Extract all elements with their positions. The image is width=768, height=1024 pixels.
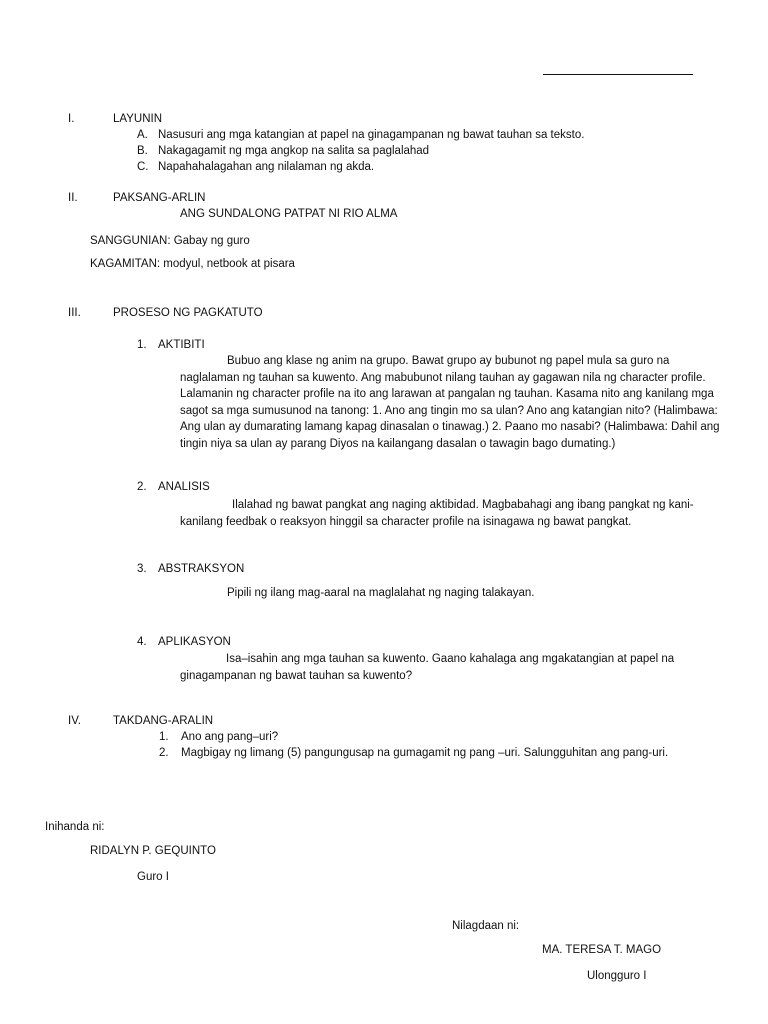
objective-text: Nakagagamit ng mga angkop na salita sa paglalahad [158,145,430,157]
section-heading-layunin: LAYUNIN [113,113,162,125]
objective-text: Nasusuri ang mga katangian at papel na ginagampanan ng bawat tauhan sa teksto. [158,129,585,141]
noted-by-role: Ulongguro I [587,970,647,982]
homework-number: 2. [159,747,169,759]
section-heading-proseso: PROSESO NG PAGKATUTO [113,307,263,319]
kagamitan-line: KAGAMITAN: modyul, netbook at pisara [90,258,295,270]
section-numeral: IV. [68,715,82,727]
objective-letter: C. [137,161,149,173]
step-text-aktibiti: Bubuo ang klase ng anim na grupo. Bawat grupo ay bubunot ng papel mula sa guro na naglalaman ng tauhan sa kuwento. Ang mabubunot nilang tauhan ay gagawan nila ng character profile. Lalamanin ng character profile na ito ang larawan at pangalan ng tauhan. Kasama nito ang kanilang mga sagot sa mga sumusunod na tanong: 1. Ano ang tingin mo sa ulan? Ano ang katangian nito? (Halimbawa: Ang ulan ay dumarating lamang kapag dinasalan o tinawag.) 2. Paano mo nasabi? (Halimbawa: Dahil ang tingin niya sa ulan ay parang Diyos na kailangang dasalan o tawagin bago dumating.) [180,355,720,450]
step-number: 2. [137,481,147,493]
section-numeral: III. [68,307,81,319]
step-text-abstraksyon: Pipili ng ilang mag-aaral na maglalahat ng naging talakayan. [227,587,535,599]
lesson-title: ANG SUNDALONG PATPAT NI RIO ALMA [180,208,398,220]
homework-item: Magbigay ng limang (5) pangungusap na gumagamit ng pang –uri. Salungguhitan ang pang-uri. [181,747,669,759]
sanggunian-line: SANGGUNIAN: Gabay ng guro [90,235,250,247]
prepared-by-role: Guro I [137,871,169,883]
section-heading-takdang-aralin: TAKDANG-ARALIN [113,715,214,727]
objective-letter: A. [137,129,148,141]
step-title-aplikasyon: APLIKASYON [158,636,231,648]
prepared-by-name: RIDALYN P. GEQUINTO [90,845,216,857]
section-heading-paksang-arlin: PAKSANG-ARLIN [113,192,206,204]
step-number: 4. [137,636,147,648]
homework-number: 1. [159,731,169,743]
objective-text: Napahahalagahan ang nilalaman ng akda. [158,161,375,173]
section-numeral: I. [68,113,75,125]
step-title-analisis: ANALISIS [158,481,210,493]
noted-by-label: Nilagdaan ni: [452,920,520,932]
prepared-by-label: Inihanda ni: [45,821,105,833]
step-title-aktibiti: AKTIBITI [158,339,205,351]
homework-item: Ano ang pang–uri? [181,731,279,743]
step-text-analisis: Ilalahad ng bawat pangkat ang naging aktibidad. Magbabahagi ang ibang pangkat ng kani-kanilang feedbak o reaksyon hinggil sa character profile na isinagawa ng bawat pangkat. [180,499,694,528]
signature-blank-line [543,74,693,75]
noted-by-name: MA. TERESA T. MAGO [542,944,662,956]
step-title-abstraksyon: ABSTRAKSYON [158,563,245,575]
step-text-aplikasyon: Isa–isahin ang mga tauhan sa kuwento. Gaano kahalaga ang mgakatangian at papel na ginagampanan ng bawat tauhan sa kuwento? [180,653,675,682]
step-number: 1. [137,339,147,351]
step-number: 3. [137,563,147,575]
section-numeral: II. [68,192,78,204]
objective-letter: B. [137,145,148,157]
